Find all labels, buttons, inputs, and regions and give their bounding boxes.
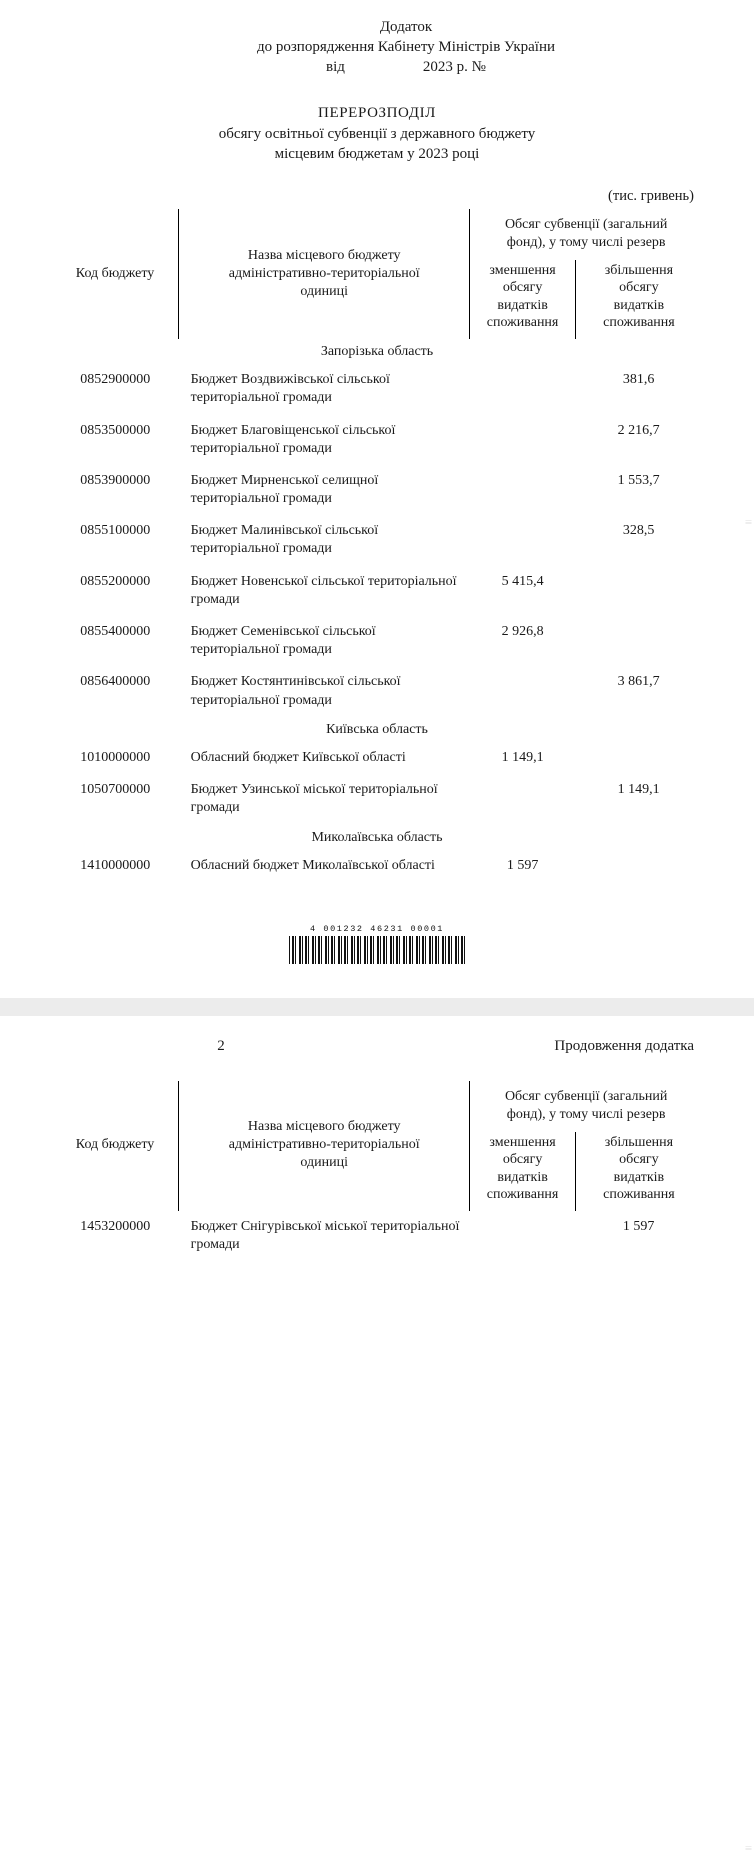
cell-increase-amount: 1 597 bbox=[622, 1218, 655, 1234]
cell-budget-name: Обласний бюджет Миколаївської області bbox=[190, 857, 435, 873]
cell-budget-name: Бюджет Мирненської селищної територіальної громади bbox=[190, 472, 379, 507]
column-header-name-2 bbox=[179, 1081, 470, 1211]
cell-budget-name: Бюджет Малинівської сільської територіальної громади bbox=[190, 523, 379, 557]
cell-increase-amount: 381,6 bbox=[622, 372, 655, 388]
column-header-name-line-2: адміністративно-територіальної bbox=[228, 265, 420, 281]
column-header-increase bbox=[575, 260, 702, 339]
column-header-group-2-line-1: Обсяг субвенції (загальний bbox=[504, 1088, 668, 1104]
column-header-increase-2 bbox=[575, 1132, 702, 1211]
cell-budget-name: Бюджет Воздвижівської сільської територіальної громади bbox=[190, 372, 390, 406]
cell-increase-amount bbox=[575, 850, 702, 882]
cell-decrease-amount: 5 415,4 bbox=[501, 573, 544, 589]
table-row bbox=[52, 742, 702, 774]
region-heading-row bbox=[52, 717, 702, 742]
cell-decrease-amount: 1 149,1 bbox=[501, 749, 544, 765]
subvention-table bbox=[52, 209, 702, 882]
column-header-increase-2-line-3: видатків bbox=[613, 1169, 665, 1185]
cell-decrease-amount bbox=[470, 774, 576, 824]
column-header-group-line-1: Обсяг субвенції (загальний bbox=[504, 217, 668, 233]
subvention-table-continued bbox=[52, 1081, 702, 1261]
column-header-increase-2-line-2: обсягу bbox=[619, 1152, 659, 1168]
cell-budget-name: Бюджет Семенівської сільської територіальної громади bbox=[190, 624, 376, 658]
cell-budget-name: Бюджет Снігурівської міської територіальної громади bbox=[190, 1218, 460, 1252]
column-header-increase-line-2: обсягу bbox=[619, 280, 659, 296]
cell-budget-code: 0852900000 bbox=[80, 372, 151, 388]
barcode-digits: 4 001232 46231 00001 bbox=[309, 923, 445, 934]
document-header bbox=[110, 18, 702, 77]
table-body bbox=[52, 339, 702, 882]
column-header-decrease-2-line-3: видатків bbox=[497, 1169, 548, 1185]
cell-budget-code: 0853900000 bbox=[80, 472, 151, 488]
cell-budget-code: 1410000000 bbox=[80, 857, 151, 873]
continuation-label: Продовження додатка bbox=[554, 1037, 694, 1054]
cell-increase-amount: 1 553,7 bbox=[617, 472, 660, 488]
column-header-name-2-line-3: одиниці bbox=[300, 1155, 348, 1171]
cell-increase-amount: 328,5 bbox=[622, 523, 655, 539]
document-page-2 bbox=[0, 1016, 754, 1851]
cell-budget-code: 1453200000 bbox=[80, 1218, 151, 1234]
table-header-row-top bbox=[52, 209, 702, 260]
table-body-2 bbox=[52, 1211, 702, 1261]
cell-budget-name: Бюджет Новенської сільської територіальної громади bbox=[190, 573, 457, 607]
column-header-increase-line-4: споживання bbox=[603, 315, 675, 331]
table-header-row-top-2 bbox=[52, 1081, 702, 1132]
header-line-2: до розпорядження Кабінету Міністрів України bbox=[256, 38, 555, 55]
page-bottom-space bbox=[52, 964, 702, 998]
barcode-image bbox=[289, 936, 465, 964]
column-header-group-line-2: фонд), у тому числі резерв bbox=[506, 235, 666, 251]
table-row bbox=[52, 566, 702, 616]
cell-increase-amount: 1 149,1 bbox=[617, 782, 660, 798]
column-header-decrease-line-1: зменшення bbox=[489, 262, 556, 278]
cell-budget-name: Бюджет Узинської міської територіальної громади bbox=[190, 782, 438, 816]
column-header-increase-line-3: видатків bbox=[613, 297, 665, 313]
column-header-decrease-2 bbox=[470, 1132, 576, 1211]
column-header-decrease-2-line-2: обсягу bbox=[502, 1152, 543, 1168]
header-dateline-suffix: 2023 р. № bbox=[422, 58, 486, 75]
cell-decrease-amount bbox=[470, 415, 576, 465]
header-line-1: Додаток bbox=[379, 19, 433, 35]
side-marginalia-2: ||| bbox=[745, 1845, 751, 1851]
column-header-decrease-line-2: обсягу bbox=[502, 280, 543, 296]
cell-decrease-amount bbox=[470, 666, 576, 716]
region-heading-label: Київська область bbox=[326, 721, 428, 737]
column-header-decrease-line-3: видатків bbox=[497, 297, 548, 313]
cell-decrease-amount bbox=[470, 465, 576, 515]
column-header-name bbox=[179, 209, 470, 339]
region-heading-label: Миколаївська область bbox=[311, 829, 443, 845]
barcode-block bbox=[289, 924, 465, 964]
table-row bbox=[52, 850, 702, 882]
table-row bbox=[52, 666, 702, 716]
header-dateline bbox=[110, 58, 702, 78]
cell-budget-code: 0853500000 bbox=[80, 422, 151, 438]
page-separator bbox=[0, 998, 754, 1016]
cell-increase-amount bbox=[575, 566, 702, 616]
column-header-increase-2-line-4: споживання bbox=[603, 1187, 675, 1203]
table-row bbox=[52, 616, 702, 666]
region-heading-row bbox=[52, 339, 702, 364]
column-header-code: Код бюджету bbox=[75, 265, 155, 281]
cell-budget-code: 0855400000 bbox=[80, 624, 151, 640]
column-header-group bbox=[470, 209, 702, 260]
cell-increase-amount bbox=[575, 616, 702, 666]
title-line-1: ПЕРЕРОЗПОДІЛ bbox=[318, 105, 436, 122]
page-number: 2 bbox=[217, 1037, 225, 1054]
page2-header bbox=[52, 1038, 702, 1055]
cell-decrease-amount: 1 597 bbox=[506, 857, 539, 873]
cell-budget-name: Обласний бюджет Київської області bbox=[190, 749, 406, 765]
cell-decrease-amount: 2 926,8 bbox=[501, 624, 544, 640]
cell-budget-code: 1050700000 bbox=[80, 782, 151, 798]
units-note: (тис. гривень) bbox=[608, 188, 694, 205]
cell-increase-amount bbox=[575, 742, 702, 774]
column-header-name-line-3: одиниці bbox=[300, 283, 348, 299]
cell-budget-name: Бюджет Костянтинівської сільської територіальної громади bbox=[190, 674, 401, 708]
column-header-name-2-line-2: адміністративно-територіальної bbox=[228, 1137, 420, 1153]
cell-decrease-amount bbox=[470, 1211, 576, 1261]
column-header-group-2 bbox=[470, 1081, 702, 1132]
title-line-3: місцевим бюджетам у 2023 році bbox=[274, 145, 480, 162]
cell-budget-code: 1010000000 bbox=[80, 749, 151, 765]
column-header-group-2-line-2: фонд), у тому числі резерв bbox=[506, 1106, 666, 1122]
column-header-decrease-2-line-1: зменшення bbox=[489, 1134, 556, 1150]
column-header-decrease-line-4: споживання bbox=[486, 315, 559, 331]
cell-increase-amount: 2 216,7 bbox=[617, 422, 660, 438]
side-marginalia-1: ||| bbox=[745, 520, 751, 525]
cell-decrease-amount bbox=[470, 364, 576, 414]
header-dateline-prefix: від bbox=[326, 58, 345, 75]
document-title bbox=[52, 103, 702, 164]
column-header-code-2: Код бюджету bbox=[75, 1137, 155, 1153]
cell-decrease-amount bbox=[470, 515, 576, 565]
cell-increase-amount: 3 861,7 bbox=[617, 674, 660, 690]
cell-budget-code: 0855100000 bbox=[80, 523, 151, 539]
table-row bbox=[52, 415, 702, 465]
cell-budget-name: Бюджет Благовіщенської сільської територіальної громади bbox=[190, 422, 396, 456]
region-heading-label: Запорізька область bbox=[320, 343, 434, 359]
table-row bbox=[52, 1211, 702, 1261]
column-header-increase-2-line-1: збільшення bbox=[604, 1134, 674, 1150]
table-row bbox=[52, 364, 702, 414]
table-row bbox=[52, 774, 702, 824]
cell-budget-code: 0855200000 bbox=[80, 573, 151, 589]
table-row bbox=[52, 465, 702, 515]
title-line-2: обсягу освітньої субвенції з державного бюджету bbox=[218, 125, 536, 142]
region-heading-row bbox=[52, 825, 702, 850]
column-header-decrease bbox=[470, 260, 576, 339]
column-header-increase-line-1: збільшення bbox=[604, 262, 674, 278]
column-header-name-2-line-1: Назва місцевого бюджету bbox=[247, 1119, 401, 1135]
table-row bbox=[52, 515, 702, 565]
column-header-decrease-2-line-4: споживання bbox=[486, 1187, 559, 1203]
column-header-name-line-1: Назва місцевого бюджету bbox=[247, 247, 401, 263]
cell-budget-code: 0856400000 bbox=[80, 674, 151, 690]
